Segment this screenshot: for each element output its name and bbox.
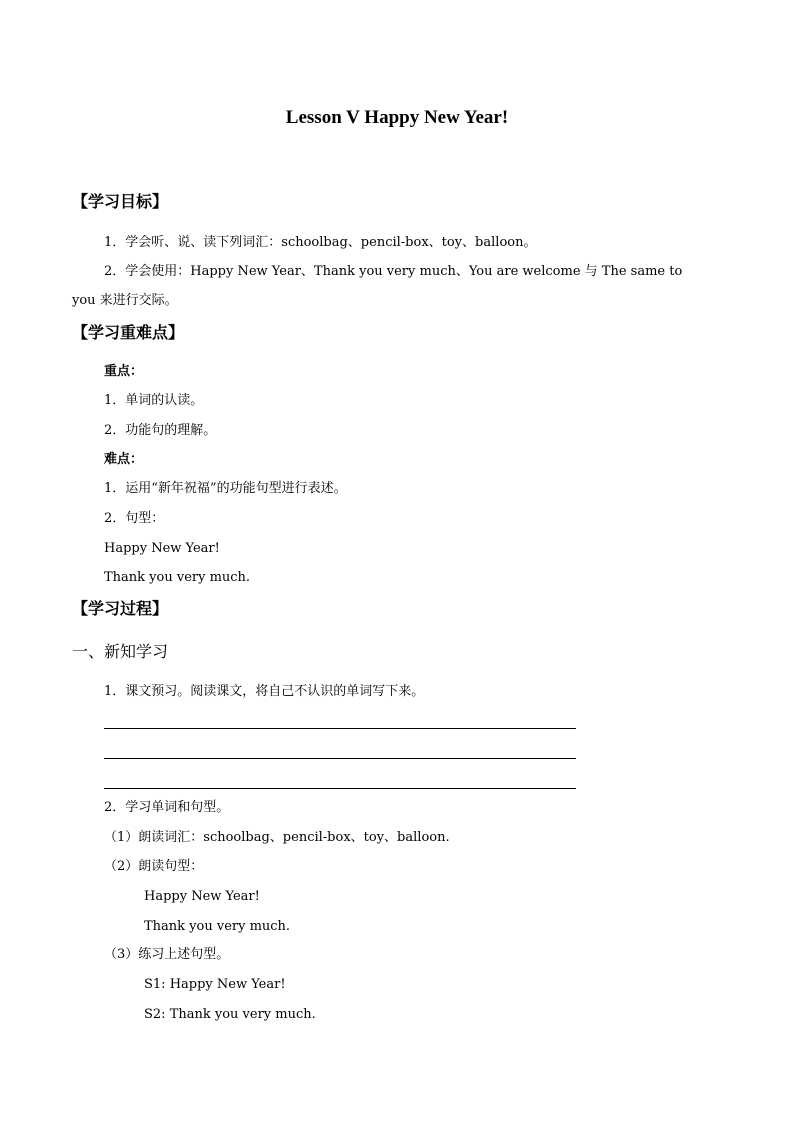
sub-step-2: （2）朗读句型： xyxy=(104,859,204,874)
key-points-heading: 【学习重难点】 xyxy=(72,323,185,342)
difficulty-item-1: 1．运用“新年祝福”的功能句型进行表述。 xyxy=(104,481,347,496)
dialog-line-1: S1: Happy New Year! xyxy=(144,977,286,992)
key-item-1: 1．单词的认读。 xyxy=(104,393,204,408)
answer-line-1[interactable] xyxy=(104,728,576,729)
sub-step-2-sentence-2: Thank you very much. xyxy=(144,919,291,934)
lesson-title: Lesson V Happy New Year! xyxy=(285,107,509,128)
objective-item-2-continued: you 来进行交际。 xyxy=(72,293,178,308)
dialog-line-2: S2: Thank you very much. xyxy=(144,1007,316,1022)
sub-step-1: （1）朗读词汇：schoolbag、pencil-box、toy、balloon. xyxy=(104,830,450,845)
objectives-heading: 【学习目标】 xyxy=(72,192,169,211)
sub-step-3: （3）练习上述句型。 xyxy=(104,947,230,962)
key-sentence-1: Happy New Year! xyxy=(104,541,220,556)
objective-item-1: 1．学会听、说、读下列词汇：schoolbag、pencil-box、toy、balloon。 xyxy=(104,235,537,250)
key-sentence-2: Thank you very much. xyxy=(104,570,251,585)
objective-item-2: 2．学会使用：Happy New Year、Thank you very much、You are welcome 与 The same to xyxy=(104,264,683,279)
section-new-knowledge: 一、新知学习 xyxy=(72,642,169,661)
key-item-2: 2．功能句的理解。 xyxy=(104,423,217,438)
difficulty-item-2: 2．句型： xyxy=(104,511,165,526)
sub-step-2-sentence-1: Happy New Year! xyxy=(144,889,260,904)
difficulty-label: 难点： xyxy=(104,452,144,467)
answer-line-3[interactable] xyxy=(104,788,576,789)
answer-line-2[interactable] xyxy=(104,758,576,759)
step-2: 2．学习单词和句型。 xyxy=(104,800,230,815)
key-label: 重点： xyxy=(104,364,144,379)
step-1: 1．课文预习。阅读课文，将自己不认识的单词写下来。 xyxy=(104,684,425,699)
process-heading: 【学习过程】 xyxy=(72,599,169,618)
